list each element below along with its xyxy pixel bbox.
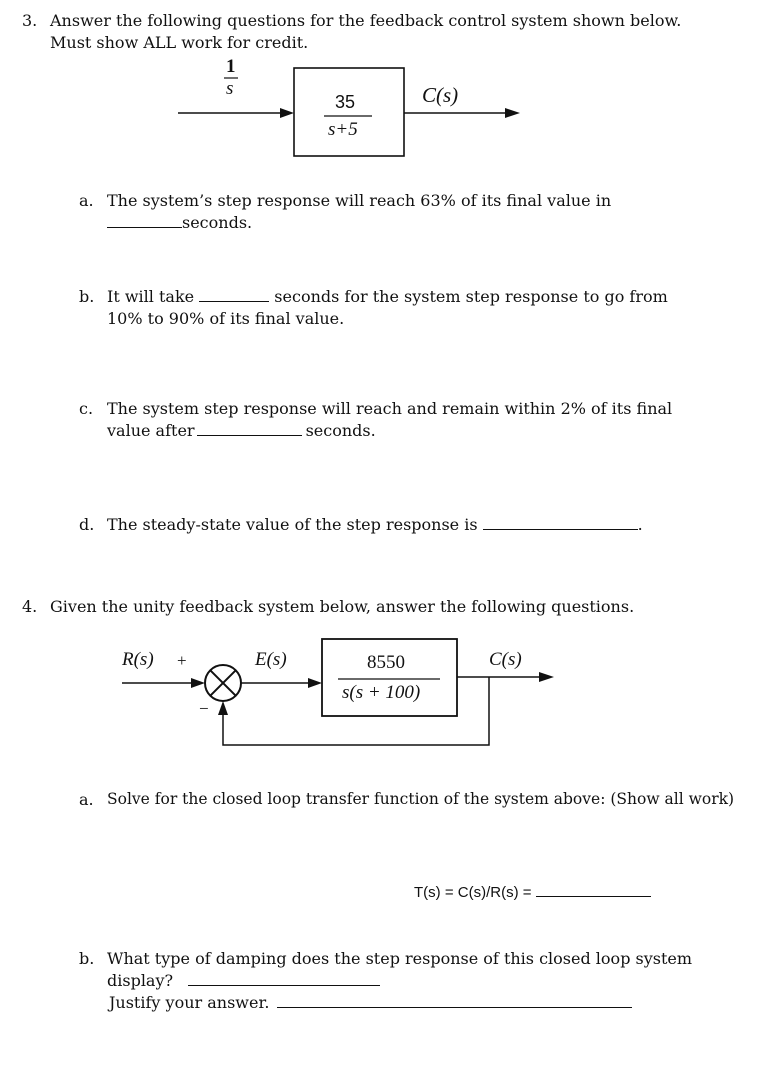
q4b-line3 [109, 992, 632, 1013]
q3b-text-before: It will take [107, 287, 195, 306]
feedback-arrowhead [218, 701, 228, 715]
q3b-label: b. [79, 287, 95, 306]
q3a-line2 [107, 212, 252, 233]
q3-prompt-line1: Answer the following questions for the feedback control system shown below. [50, 11, 682, 30]
q3d-answer-blank[interactable] [483, 515, 638, 530]
q3c-answer-blank[interactable] [197, 421, 302, 436]
summing-junction [205, 665, 241, 701]
q3-input-arrowhead [280, 108, 294, 118]
q4b-justify-label: Justify your answer. [109, 993, 270, 1012]
q4-output-arrowhead [539, 672, 554, 682]
q3d-line [107, 514, 643, 535]
q3a-text: The system’s step response will reach 63% of its final value in [107, 191, 612, 210]
q4a-tf-label: T(s) = C(s)/R(s) = [414, 884, 532, 901]
q3-block-numerator: 35 [335, 92, 356, 112]
q3c-text-before: value after [107, 421, 195, 440]
q3d-label: d. [79, 515, 95, 534]
q4a-tf-line [414, 882, 651, 903]
q3b-text-after: seconds for the system step response to go from [274, 287, 668, 306]
summing-junction-cross-1 [210, 670, 235, 695]
q4a-label: a. [79, 790, 94, 809]
q3c-label: c. [79, 399, 94, 418]
q4-output-label: C(s) [489, 649, 522, 670]
q4-error-arrowhead [308, 678, 322, 688]
q4-plus-sign: + [177, 651, 187, 670]
q3d-text: The steady-state value of the step response is [107, 515, 478, 534]
q4a-tf-answer-blank[interactable] [536, 882, 651, 897]
q4-block-denominator: s(s + 100) [342, 682, 421, 703]
q4b-text: What type of damping does the step response of this closed loop system [107, 949, 693, 968]
q3b-answer-blank[interactable] [199, 287, 269, 302]
q3a-answer-blank[interactable] [107, 213, 182, 228]
q3-input-denominator: s [226, 78, 234, 99]
q3d-period: . [637, 515, 643, 534]
q3c-line2 [107, 420, 376, 441]
q3-output-arrowhead [505, 108, 520, 118]
q3c-units: seconds. [305, 421, 376, 440]
q3-block-denominator: s+5 [328, 119, 358, 140]
summing-junction-cross-2 [210, 670, 235, 695]
q4-block-numerator: 8550 [367, 652, 405, 673]
q3c-text: The system step response will reach and remain within 2% of its final [107, 399, 673, 418]
q4-error-label: E(s) [255, 649, 287, 670]
q3b-line2: 10% to 90% of its final value. [107, 309, 345, 328]
q3a-units: seconds. [182, 213, 253, 232]
q4-input-label: R(s) [122, 649, 154, 670]
q3a-label: a. [79, 191, 94, 210]
q4b-line2 [107, 970, 380, 991]
q4-number: 4. [22, 597, 38, 616]
q4b-display-label: display? [107, 971, 174, 990]
q4-minus-sign: − [199, 699, 209, 718]
q4-input-arrowhead [191, 678, 205, 688]
q4b-damping-answer-blank[interactable] [188, 971, 380, 986]
q4b-label: b. [79, 949, 95, 968]
q4a-text: Solve for the closed loop transfer function of the system above: (Show all work) [107, 790, 735, 808]
q4-prompt: Given the unity feedback system below, answer the following questions. [50, 597, 635, 616]
q3-input-numerator: 1 [226, 56, 236, 77]
q4b-justify-answer-blank[interactable] [277, 993, 632, 1008]
q3-number: 3. [22, 11, 38, 30]
q4-plant-block [322, 639, 457, 716]
q3-output-label: C(s) [422, 83, 459, 107]
q3-prompt-line2: Must show ALL work for credit. [50, 33, 309, 52]
q3b-line1 [107, 286, 668, 307]
